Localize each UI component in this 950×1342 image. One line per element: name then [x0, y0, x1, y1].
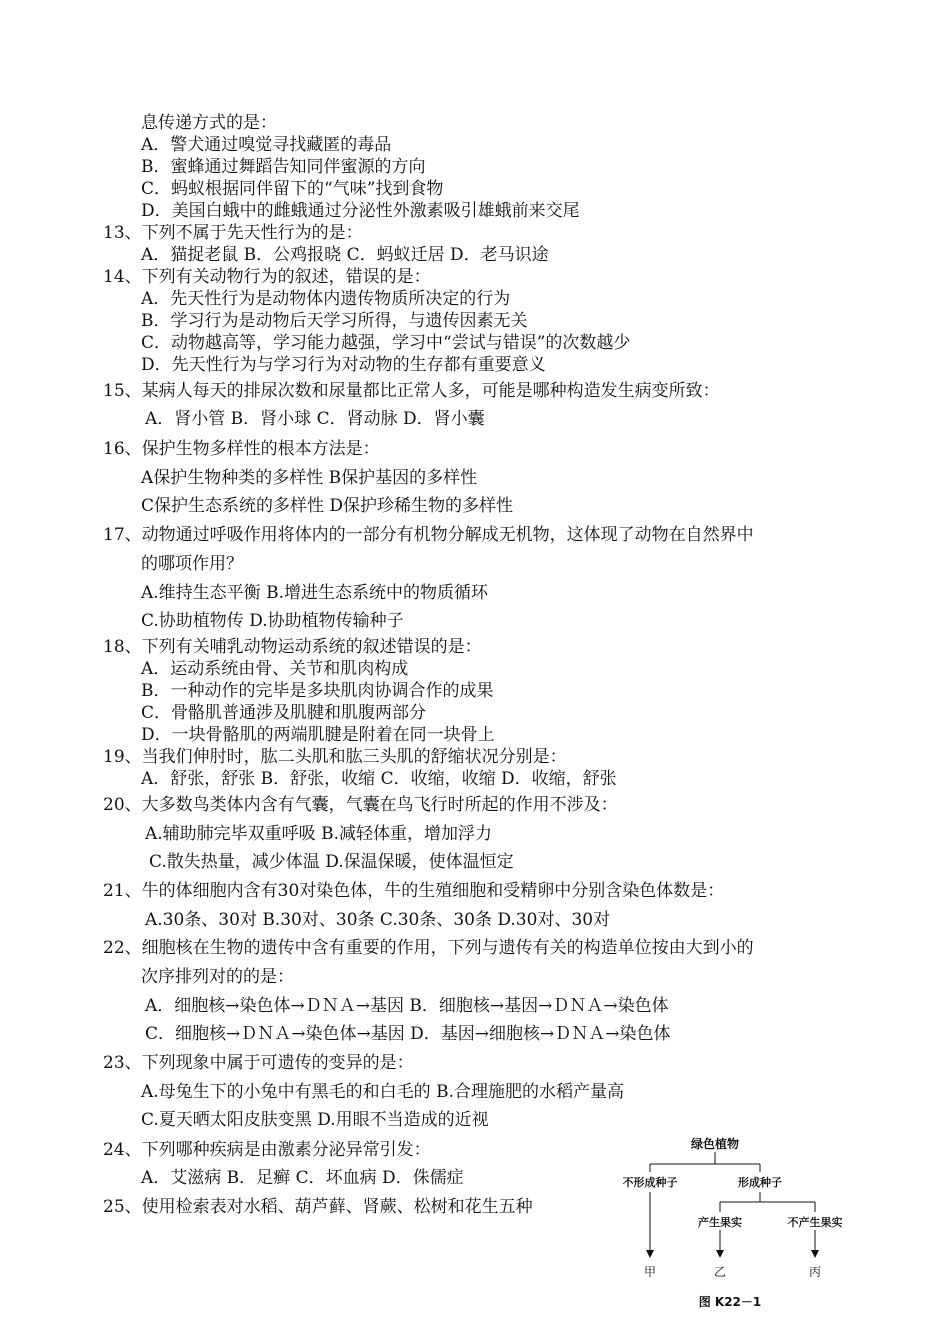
- options-line: C.散失热量，减少体温 D.保温保暖，使体温恒定: [149, 852, 514, 872]
- question-line: 19、当我们伸肘时，肱二头肌和肱三头肌的舒缩状况分别是：: [103, 747, 567, 767]
- text-line: A．警犬通过嗅觉寻找藏匿的毒品: [141, 135, 392, 155]
- options-line: A．舒张，舒张 B．舒张，收缩 C．收缩，收缩 D．收缩，舒张: [141, 769, 617, 789]
- tree-sub-right-label: 不产生果实: [787, 1216, 843, 1229]
- question-line: 21、牛的体细胞内含有30对染色体，牛的生殖细胞和受精卵中分别含染色体数是：: [103, 881, 725, 901]
- text-line: B．一种动作的完毕是多块肌肉协调合作的成果: [141, 681, 494, 701]
- options-line: A．猫捉老鼠 B．公鸡报晓 C．蚂蚁迁居 D．老马识途: [141, 245, 549, 265]
- options-line: C保护生态系统的多样性 D保护珍稀生物的多样性: [141, 496, 514, 516]
- options-line: A.辅助肺完毕双重呼吸 B.减轻体重，增加浮力: [145, 824, 492, 844]
- question-line: 13、下列不属于先天性行为的是：: [103, 223, 363, 243]
- text-line: 的哪项作用？: [141, 554, 243, 574]
- question-line: 20、大多数鸟类体内含有气囊，气囊在鸟飞行时所起的作用不涉及：: [103, 795, 618, 815]
- question-line: 23、下列现象中属于可遗传的变异的是：: [103, 1053, 414, 1073]
- tree-right-label: 形成种子: [738, 1176, 782, 1189]
- text-line: A．运动系统由骨、关节和肌肉构成: [141, 659, 409, 679]
- tree-leaf-bing: 丙: [808, 1265, 822, 1279]
- question-line: 22、细胞核在生物的遗传中含有重要的作用，下列与遗传有关的构造单位按由大到小的: [103, 938, 754, 958]
- question-line: 24、下列哪种疾病是由激素分泌异常引发：: [103, 1140, 431, 1160]
- classification-tree-figure: [610, 1130, 860, 1310]
- options-line: C．细胞核→ＤＮＡ→染色体→基因 D．基因→细胞核→ＤＮＡ→染色体: [145, 1024, 671, 1044]
- text-line: D．美国白蛾中的雌蛾通过分泌性外激素吸引雄蛾前来交尾: [141, 201, 580, 221]
- tree-leaf-jia: 甲: [643, 1265, 657, 1279]
- options-line: A．细胞核→染色体→ＤＮＡ→基因 B．细胞核→基因→ＤＮＡ→染色体: [145, 996, 669, 1016]
- options-line: A.30条、30对 B.30对、30条 C.30条、30条 D.30对、30对: [145, 910, 611, 930]
- arrow-icon: [716, 1250, 724, 1258]
- text-line: D．一块骨骼肌的两端肌腱是附着在同一块骨上: [141, 725, 495, 745]
- options-line: C.夏天晒太阳皮肤变黑 D.用眼不当造成的近视: [141, 1110, 489, 1130]
- options-line: A．肾小管 B．肾小球 C．肾动脉 D．肾小囊: [145, 409, 485, 429]
- options-line: A.维持生态平衡 B.增进生态系统中的物质循环: [141, 583, 488, 603]
- text-line: C．骨骼肌普通涉及肌腱和肌腹两部分: [141, 703, 427, 723]
- options-line: A保护生物种类的多样性 B保护基因的多样性: [141, 468, 478, 488]
- figure-caption: 图 K22－1: [698, 1295, 762, 1309]
- text-line: A．先天性行为是动物体内遗传物质所决定的行为: [141, 289, 511, 309]
- question-line: 16、保护生物多样性的根本方法是：: [103, 439, 380, 459]
- tree-sub-left-label: 产生果实: [698, 1216, 742, 1229]
- question-line: 18、下列有关哺乳动物运动系统的叙述错误的是：: [103, 637, 482, 657]
- options-line: A．艾滋病 B．足癣 C．坏血病 D．侏儒症: [141, 1168, 464, 1188]
- arrow-icon: [811, 1250, 819, 1258]
- arrow-icon: [646, 1250, 654, 1258]
- text-line: B．学习行为是动物后天学习所得，与遗传因素无关: [141, 311, 528, 331]
- question-line: 15、某病人每天的排尿次数和尿量都比正常人多，可能是哪种构造发生病变所致：: [103, 381, 720, 401]
- question-line: 17、动物通过呼吸作用将体内的一部分有机物分解成无机物，这体现了动物在自然界中: [103, 525, 754, 545]
- tree-root-label: 绿色植物: [690, 1137, 740, 1151]
- text-line: 息传递方式的是：: [141, 113, 277, 133]
- options-line: A.母兔生下的小兔中有黑毛的和白毛的 B.合理施肥的水稻产量高: [141, 1082, 624, 1102]
- text-line: D．先天性行为与学习行为对动物的生存都有重要意义: [141, 355, 546, 375]
- text-line: B．蜜蜂通过舞蹈告知同伴蜜源的方向: [141, 157, 426, 177]
- tree-left-label: 不形成种子: [622, 1176, 678, 1189]
- text-line: 次序排列对的的是：: [141, 967, 294, 987]
- question-line: 25、使用检索表对水稻、葫芦藓、肾蕨、松树和花生五种: [103, 1197, 533, 1217]
- question-line: 14、下列有关动物行为的叙述，错误的是：: [103, 267, 431, 287]
- options-line: C.协助植物传 D.协助植物传输种子: [141, 611, 404, 631]
- text-line: C．蚂蚁根据同伴留下的“气味”找到食物: [141, 179, 444, 199]
- text-line: C．动物越高等，学习能力越强，学习中“尝试与错误”的次数越少: [141, 333, 631, 353]
- tree-leaf-yi: 乙: [713, 1265, 727, 1279]
